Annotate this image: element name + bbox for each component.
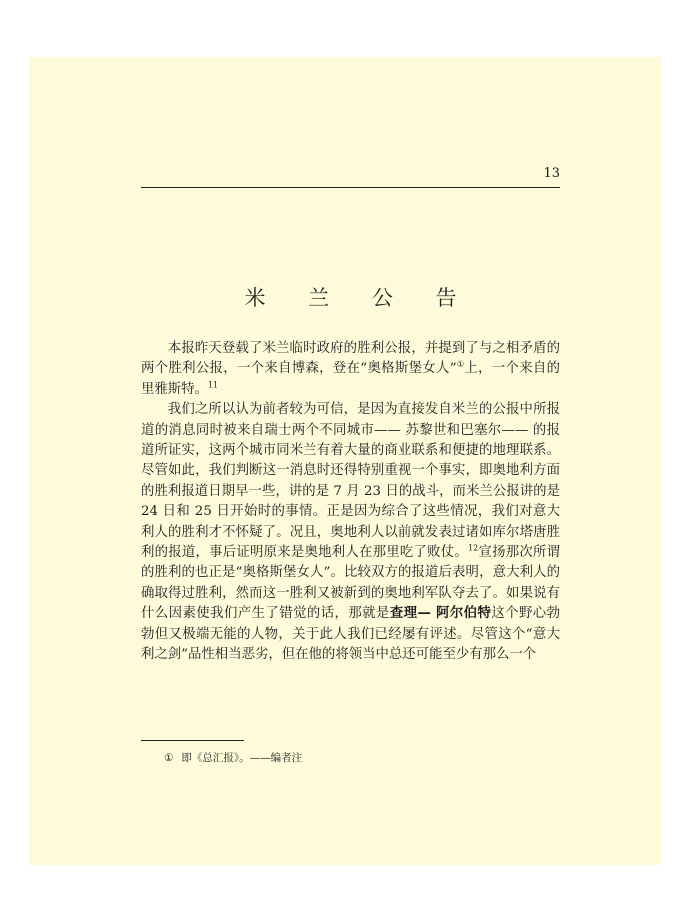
endnote-reference-12: 12 xyxy=(468,543,479,553)
paragraph-2-text-cont: 宣扬那次所谓的胜利的也正是“奥格斯堡女人”。比较双方的报道后表明，意大利人的确取得过胜利，然而这一胜利又被新到的奥地利军队夺去了。如果说有什么因素使我们产生了错觉的话，那就是 xyxy=(141,545,561,622)
paragraph-2-text-end: 这个野心勃勃但又极端无能的人物，关于此人我们已经屡有评述。尽管这个“意大利之剑”品性相当恶劣，但在他的将领当中总还可能至少有那么一个 xyxy=(141,606,561,663)
paragraph-2-text: 我们之所以认为前者较为可信，是因为直接发自米兰的公报中所报道的消息同时被来自瑞士两个不同城市—— 苏黎世和巴塞尔—— 的报道所证实，这两个城市同米兰有着大量的商业联系和便捷的地理联系。尽管如此，我们判断这一消息时还得特别重视一个事实，即奥地利方面的胜利报道日期早一些，讲的是 7 月 23 日的战斗，而米兰公报讲的是 24 日和 25 日开始时的事情。正是因为综合了这些情况，我们对意大利人的胜利才不怀疑了。况且，奥地利人以前就发表过诸如库尔塔唐胜利的报道，事后证明原来是奥地利人在那里吃了败仗。 xyxy=(141,402,560,561)
paragraph-1 xyxy=(141,339,560,400)
header-rule xyxy=(141,187,560,188)
footnote-marker: ① xyxy=(164,752,174,764)
person-name: 查理— 阿尔伯特 xyxy=(389,606,492,622)
page-number: 13 xyxy=(543,166,560,181)
article-title: 米 兰 公 告 xyxy=(244,286,475,310)
footnote-rule xyxy=(141,740,244,741)
paragraph-2 xyxy=(141,400,560,665)
footnote-reference: ① xyxy=(456,359,465,369)
endnote-reference-11: 11 xyxy=(207,380,219,390)
article-body xyxy=(141,339,560,666)
footnote xyxy=(164,751,544,765)
paragraph-1-text: 本报昨天登载了米兰临时政府的胜利公报，并提到了与之相矛盾的两个胜利公报，一个来自博森，登在“奥格斯堡女人” xyxy=(141,341,560,377)
footnote-text: 即《总汇报》。——编者注 xyxy=(181,752,303,764)
paragraph-1-text-cont: 上，一个来自的里雅斯特。 xyxy=(141,361,561,397)
